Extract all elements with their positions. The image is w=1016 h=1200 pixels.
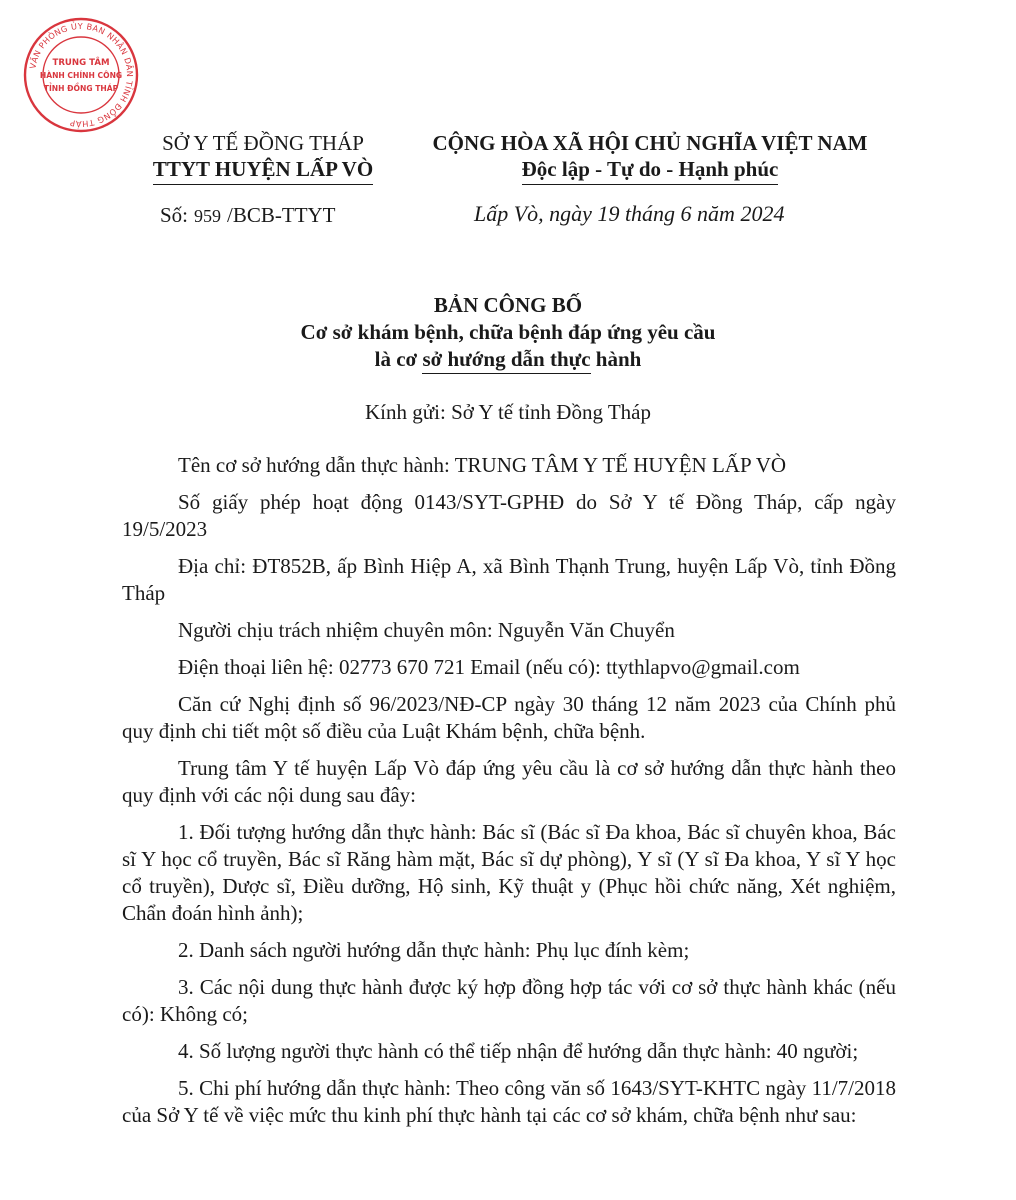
agency-name: TTYT HUYỆN LẤP VÒ [153,156,373,185]
national-header-block [410,130,890,185]
item-2-paragraph: 2. Danh sách người hướng dẫn thực hành: Phụ lục đính kèm; [178,938,690,962]
country-name: CỘNG HÒA XÃ HỘI CHỦ NGHĨA VIỆT NAM [432,131,868,155]
license-paragraph: Số giấy phép hoạt động 0143/SYT-GPHĐ do Sở Y tế Đồng Tháp, cấp ngày 19/5/2023 [122,490,896,541]
document-body [122,452,896,1139]
stamp-line-3: TỈNH ĐỒNG THÁP [43,84,119,93]
national-motto: Độc lập - Tự do - Hạnh phúc [522,156,779,185]
statement-paragraph: Trung tâm Y tế huyện Lấp Vò đáp ứng yêu cầu là cơ sở hướng dẫn thực hành theo quy định với các nội dung sau đây: [122,756,896,807]
title-line-3-underlined: sở hướng dẫn thực [422,347,590,374]
title-line-3 [0,346,1016,373]
title-line-3-pre: là cơ [374,347,423,371]
agency-parent: SỞ Y TẾ ĐỒNG THÁP [162,131,364,155]
doc-number-suffix: /BCB-TTYT [227,203,336,227]
item-5-paragraph: 5. Chi phí hướng dẫn thực hành: Theo công văn số 1643/SYT-KHTC ngày 11/7/2018 của Sở Y tế về việc mức thu kinh phí thực hành tại các cơ sở khám, chữa bệnh như sau: [122,1076,896,1127]
doc-number-prefix: Số: [160,203,189,227]
title-line-3-post: hành [590,347,642,371]
doc-number-value: 959 [194,206,222,226]
stamp-ring-text: VĂN PHÒNG ỦY BAN NHÂN DÂN TỈNH ĐỒNG THÁP [27,20,136,130]
recipient-line: Kính gửi: Sở Y tế tỉnh Đồng Tháp [365,400,651,424]
official-stamp-seal-icon [22,16,140,134]
item-3-paragraph: 3. Các nội dung thực hành được ký hợp đồng hợp tác với cơ sở thực hành khác (nếu có): Không có; [122,975,896,1026]
item-4-paragraph: 4. Số lượng người thực hành có thể tiếp nhận để hướng dẫn thực hành: 40 người; [178,1039,859,1063]
title-line-2: Cơ sở khám bệnh, chữa bệnh đáp ứng yêu cầu [300,320,716,344]
facility-name-paragraph: Tên cơ sở hướng dẫn thực hành: TRUNG TÂM Y TẾ HUYỆN LẤP VÒ [178,453,787,477]
item-1-paragraph: 1. Đối tượng hướng dẫn thực hành: Bác sĩ (Bác sĩ Đa khoa, Bác sĩ chuyên khoa, Bác sĩ Y học cổ truyền, Bác sĩ Răng hàm mặt, Bác sĩ dự phòng), Y sĩ (Y sĩ Đa khoa, Y sĩ Y học cổ truyền), Dược sĩ, Điều dưỡng, Hộ sinh, Kỹ thuật y (Phục hồi chức năng, Xét nghiệm, Chẩn đoán hình ảnh); [122,820,896,925]
issuing-agency-block [128,130,398,185]
place-date: Lấp Vò, ngày 19 tháng 6 năm 2024 [474,201,785,226]
title-line-1: BẢN CÔNG BỐ [433,293,583,317]
responsible-person-paragraph: Người chịu trách nhiệm chuyên môn: Nguyễn Văn Chuyển [178,618,675,642]
contact-paragraph: Điện thoại liên hệ: 02773 670 721 Email (nếu có): ttythlapvo@gmail.com [178,655,800,679]
document-title [0,292,1016,373]
address-paragraph: Địa chỉ: ĐT852B, ấp Bình Hiệp A, xã Bình Thạnh Trung, huyện Lấp Vò, tỉnh Đồng Tháp [122,554,896,605]
document-number [160,203,336,228]
legal-basis-paragraph: Căn cứ Nghị định số 96/2023/NĐ-CP ngày 30 tháng 12 năm 2023 của Chính phủ quy định chi tiết một số điều của Luật Khám bệnh, chữa bệnh. [122,692,896,743]
stamp-line-1: TRUNG TÂM [52,58,110,68]
stamp-line-2: HÀNH CHÍNH CÔNG [39,71,123,80]
